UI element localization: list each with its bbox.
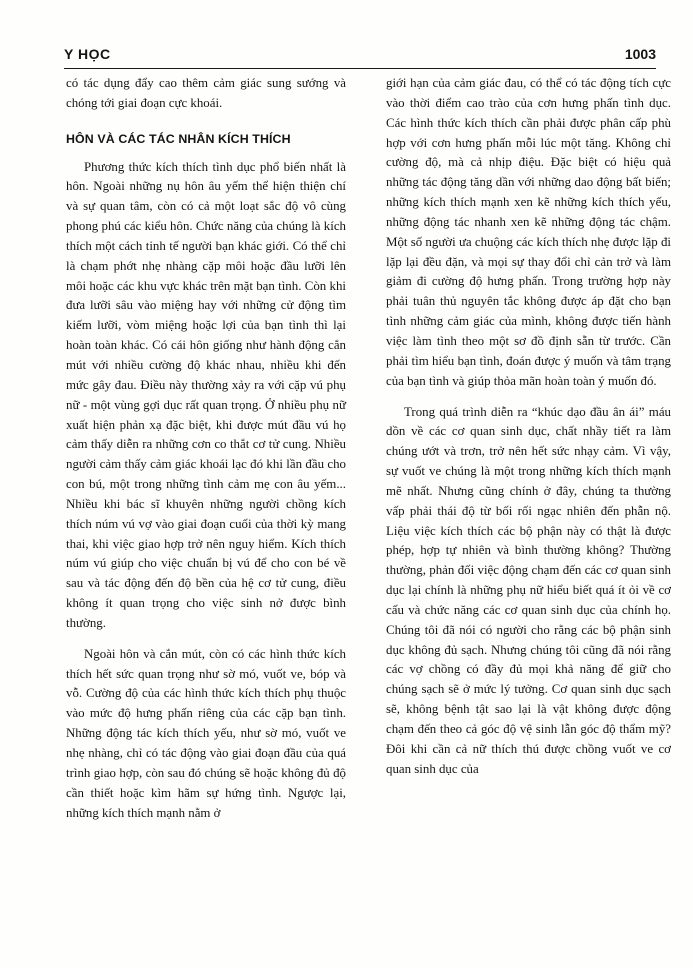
paragraph-continuation: có tác dụng đẩy cao thêm cảm giác sung sướng và chóng tới giai đoạn cực khoái.: [66, 76, 346, 110]
paragraph: Ngoài hôn và cắn mút, còn có các hình thức kích thích hết sức quan trọng như sờ mó, vuốt ve, bóp và vỗ. Cường độ của các hình thức kích thích phụ thuộc vào mức độ hưng phấn riêng của các cặp bạn tình. Những động tác kích thích yếu, như sờ mó, vuốt ve nhẹ nhàng, chỉ có tác động vào giai đoạn đầu của quá trình giao hợp, còn sau đó chúng sẽ hoặc không đủ độ cần thiết hoặc kìm hãm sự hứng tình. Ngược lại, những kích thích mạnh nằm ở: [66, 646, 346, 820]
page-number: 1003: [624, 46, 656, 62]
running-header: [64, 44, 656, 69]
section-title: Y HỌC: [64, 46, 111, 62]
right-column: [386, 74, 671, 780]
paragraph: Trong quá trình diễn ra “khúc dạo đầu ân ái” máu dồn về các cơ quan sinh dục, chất nhầy tiết ra làm chúng ướt và trơn, trở nên hết sức nhạy cảm. Vì vậy, sự vuốt ve chúng là một trong những kích thích mạnh mẽ nhất. Nhưng cũng chính ở đây, chúng ta thường vấp phải thái độ từ bối rối ngạc nhiên đến phẫn nộ. Liệu việc kích thích các bộ phận này có thật là được phép, hợp tự nhiên và bình thường không? Thường thường, phản đối việc động chạm đến các cơ quan sinh dục lại chính là những phụ nữ hiểu biết quá ít ỏi về cơ cấu và chức năng các cơ quan sinh dục của chính họ. Chúng tôi đã nói có người cho rằng các bộ phận sinh dục không đủ sạch. Nhưng chúng tôi cũng đã nói rằng các vợ chồng có đầy đủ mọi khả năng để giữ cho chúng sạch sẽ ở mức lý tưởng. Cơ quan sinh dục sạch sẽ, không bệnh tật sao lại là vật không được động chạm đến theo cả góc độ vệ sinh lẫn góc độ thẩm mỹ? Đôi khi cần cả nữ thích thú được chồng vuốt ve cơ quan sinh dục của: [386, 404, 671, 776]
left-column: [66, 74, 346, 823]
paragraph: Phương thức kích thích tình dục phổ biến nhất là hôn. Ngoài những nụ hôn âu yếm thể hiện thiện chí và sự quan tâm, còn có cả một loạt sắc độ vô cùng phong phú các kiểu hôn. Chức năng của chúng là kích thích một cách tinh tế người bạn khác giới. Có thể chỉ là chạm phớt nhẹ nhàng cặp môi hoặc đầu lưỡi lên môi hoặc các khu vực khác trên mặt bạn tình. Còn khi đưa lưỡi sâu vào miệng hay với những cử động tìm kiếm lưỡi, vòm miệng hoặc lợi của bạn tình thì lại hoàn toàn khác. Có cái hôn giống như hành động cắn mút với nhiều cường độ khác nhau, nhiều khi đến mức gây đau. Điều này thường xảy ra với cặp vú phụ nữ - một vùng gợi dục rất quan trọng. Ở nhiều phụ nữ xuất hiện phản xạ đặc biệt, khi được mút đầu vú họ cảm thấy diễn ra những cơn co thắt cơ tử cung. Nhiều người cảm thấy cảm giác khoái lạc đó khi lần đầu cho con bú, một trong những tình cảm mẹ con âu yếm... Nhiều khi bác sĩ khuyên những người chồng kích thích núm vú vợ vào giai đoạn cuối của thời kỳ mang thai, khi việc giao hợp trở nên nguy hiểm. Kích thích núm vú giúp cho việc chuẩn bị vú để cho con bé về sau và tác động đến độ bền của hệ cơ tử cung, điều không ít quan trọng cho việc sinh nở được bình thường.: [66, 159, 346, 630]
paragraph-continuation: giới hạn của cảm giác đau, có thể có tác động tích cực vào thời điểm cao trào của cơn hưng phấn tình dục. Các hình thức kích thích cần phải được phân cấp phù hợp với cơn hưng phấn mỗi lúc một tăng. Không chỉ cường độ, mà cả nhịp điệu. Đặc biệt có hiệu quả những tác động tăng dần với những dao động bất biến; những kích thích mạnh xen kẽ những kích thích yếu, những động tác nhanh xen kẽ những động tác chậm. Một số người ưa chuộng các kích thích nhẹ được lặp đi lặp lại đều đặn, và mọi sự thay đổi chỉ cản trở và làm giảm đi cường độ hưng phấn. Trong trường hợp này phải tuân thủ nguyên tắc không được áp đặt cho bạn tình những cảm giác của mình, không được tiến hành việc làm tình theo một sơ đồ định sẵn từ trước. Cần phải tìm hiểu bạn tình, đoán được ý muốn và tâm trạng của bạn tình và giúp thỏa mãn hoàn toàn ý muốn đó.: [386, 76, 671, 388]
section-heading: HÔN VÀ CÁC TÁC NHÂN KÍCH THÍCH: [66, 131, 291, 146]
